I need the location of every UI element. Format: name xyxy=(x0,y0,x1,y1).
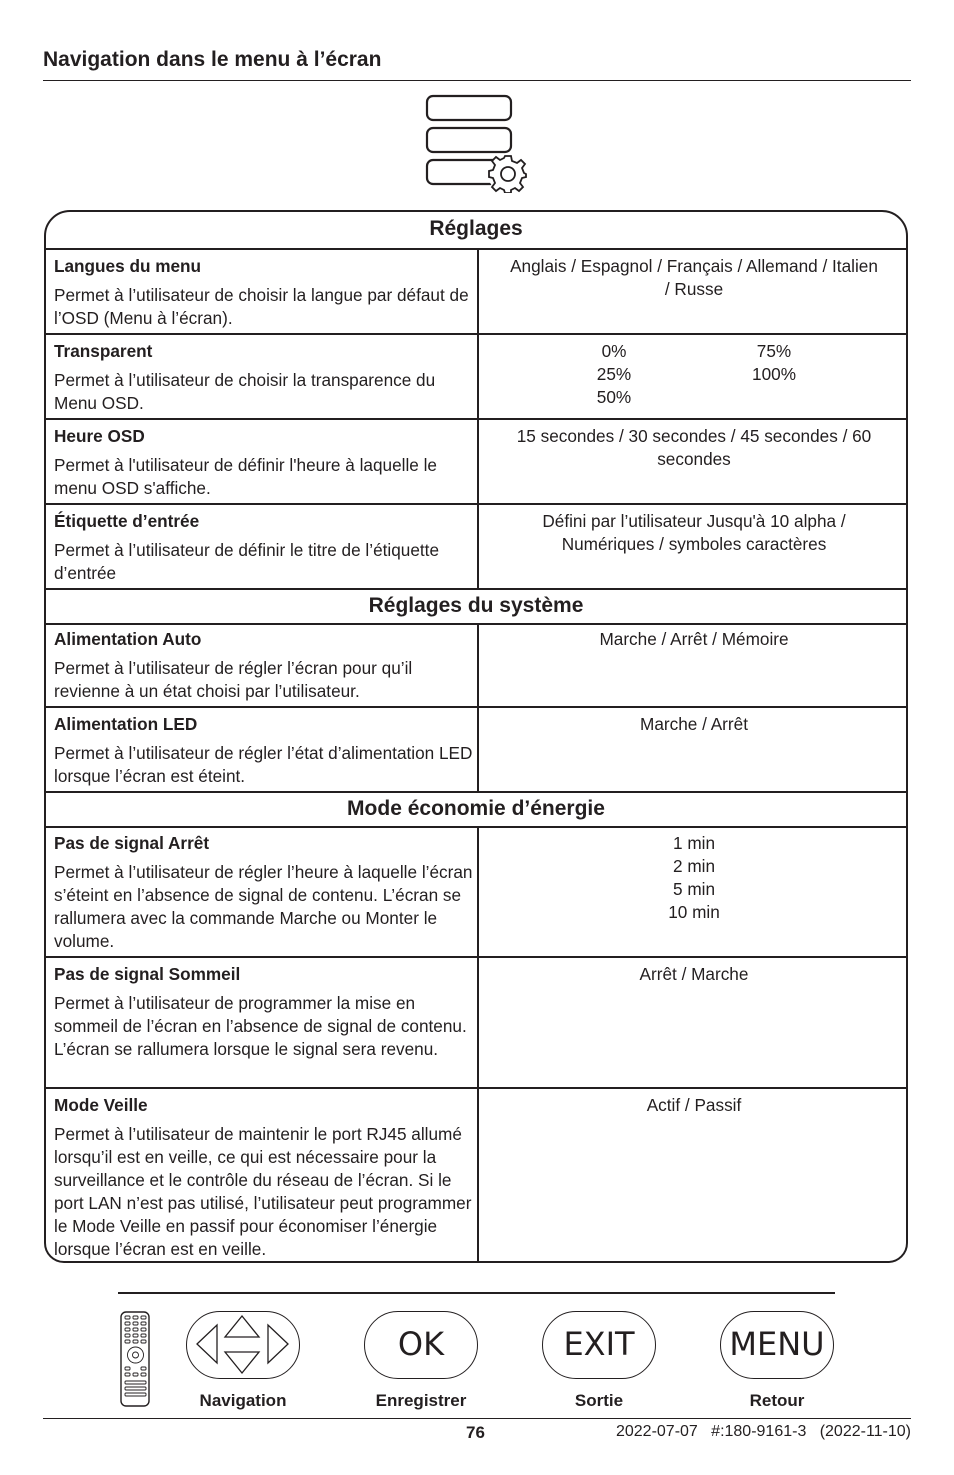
page-number: 76 xyxy=(466,1423,485,1442)
setting-description: Permet à l’utilisateur de régler l’état d’alimentation LED lorsque l’écran est éteint. xyxy=(54,743,473,786)
setting-name: Étiquette d’entrée xyxy=(54,511,200,531)
row-divider xyxy=(46,418,906,420)
title-divider xyxy=(43,80,911,81)
table-row-label xyxy=(54,832,478,953)
option-value: 1 min xyxy=(672,833,716,853)
section-header-reglages: Réglages xyxy=(429,217,523,240)
section-header-reglages-systeme: Réglages du système xyxy=(368,594,584,617)
save-label: Enregistrer xyxy=(375,1391,467,1410)
row-divider xyxy=(46,826,906,828)
setting-description: Permet à l’utilisateur de régler l’heure à laquelle l’écran s’éteint en l’absence de signal de contenu. L’écran se rallumera avec la commande Marche ou Monter le volume. xyxy=(54,862,473,951)
setting-options: Marche / Arrêt xyxy=(640,714,748,734)
navigation-label: Navigation xyxy=(199,1391,287,1410)
setting-options: Actif / Passif xyxy=(646,1095,742,1115)
row-divider xyxy=(46,623,906,625)
row-divider xyxy=(46,956,906,958)
table-row-label xyxy=(54,340,478,415)
table-row-label xyxy=(54,425,478,500)
option-value: 75% xyxy=(756,341,792,361)
navigation-button[interactable] xyxy=(186,1311,300,1379)
setting-options: Arrêt / Marche xyxy=(639,964,749,984)
setting-name: Mode Veille xyxy=(54,1095,148,1115)
menu-button-text: MENU xyxy=(729,1325,825,1363)
controls-divider xyxy=(118,1292,835,1294)
table-row-label xyxy=(54,963,478,1061)
setting-name: Alimentation LED xyxy=(54,714,198,734)
exit-button[interactable] xyxy=(542,1311,656,1379)
row-divider xyxy=(46,706,906,708)
row-divider xyxy=(46,248,906,250)
setting-description: Permet à l’utilisateur de choisir la langue par défaut de l’OSD (Menu à l’écran). xyxy=(54,285,469,328)
setting-description: Permet à l’utilisateur de choisir la transparence du Menu OSD. xyxy=(54,370,436,413)
setting-options: Marche / Arrêt / Mémoire xyxy=(599,629,789,649)
document-reference: 2022-07-07 #:180-9161-3 (2022-11-10) xyxy=(615,1423,911,1440)
row-divider xyxy=(46,333,906,335)
arrows-icon xyxy=(187,1312,298,1377)
setting-name: Langues du menu xyxy=(54,256,202,276)
row-divider xyxy=(46,503,906,505)
setting-description: Permet à l’utilisateur de programmer la mise en sommeil de l’écran en l’absence de signal de contenu. L’écran se rallumera lorsque le signal sera revenu. xyxy=(54,993,467,1059)
setting-description: Permet à l'utilisateur de définir l'heure à laquelle le menu OSD s'affiche. xyxy=(54,455,437,498)
option-value: 10 min xyxy=(668,902,720,922)
option-value: 100% xyxy=(752,364,796,384)
option-value: 0% xyxy=(601,341,627,361)
table-row-label xyxy=(54,510,478,585)
setting-description: Permet à l’utilisateur de maintenir le port RJ45 allumé lorsqu’il est en veille, ce qui est nécessaire pour la surveillance et le contrôle du réseau de l’écran. Si le port LAN n’est pas utilisé, l’utilisateur peut programmer le Mode Veille en passif pour économiser l’énergie lorsque l’écran est en veille. xyxy=(54,1124,472,1259)
ok-button-text: OK xyxy=(397,1325,445,1363)
setting-name: Heure OSD xyxy=(54,426,145,446)
exit-label: Sortie xyxy=(574,1391,624,1410)
setting-name: Transparent xyxy=(54,341,153,361)
table-row-label xyxy=(54,255,478,330)
menu-button[interactable] xyxy=(720,1311,834,1379)
option-value: 2 min xyxy=(672,856,716,876)
setting-options xyxy=(479,340,908,409)
option-value: 5 min xyxy=(672,879,716,899)
option-value: 25% xyxy=(596,364,632,384)
table-row-label xyxy=(54,628,478,703)
setting-options: Anglais / Espagnol / Français / Allemand / Italien / Russe xyxy=(510,256,878,299)
setting-description: Permet à l’utilisateur de définir le titre de l’étiquette d’entrée xyxy=(54,540,440,583)
page-title: Navigation dans le menu à l’écran xyxy=(43,48,382,71)
footer-divider xyxy=(43,1418,911,1419)
remote-control-icon xyxy=(120,1311,152,1409)
ok-button[interactable] xyxy=(364,1311,478,1379)
table-row-label xyxy=(54,713,478,788)
section-header-mode-economie: Mode économie d’énergie xyxy=(347,797,605,820)
setting-options: Défini par l’utilisateur Jusqu'à 10 alpha / Numériques / symboles caractères xyxy=(542,511,846,554)
setting-options xyxy=(479,832,908,924)
gear-icon xyxy=(488,154,528,193)
setting-name: Pas de signal Arrêt xyxy=(54,833,210,853)
back-label: Retour xyxy=(749,1391,805,1410)
setting-options: 15 secondes / 30 secondes / 45 secondes / 60 secondes xyxy=(516,426,872,469)
table-row-label xyxy=(54,1094,478,1261)
row-divider xyxy=(46,1087,906,1089)
settings-table xyxy=(44,210,908,1263)
option-value: 50% xyxy=(596,387,632,407)
exit-button-text: EXIT xyxy=(563,1325,635,1363)
setting-description: Permet à l’utilisateur de régler l’écran pour qu’il revienne à un état choisi par l’utilisateur. xyxy=(54,658,413,701)
setting-name: Alimentation Auto xyxy=(54,629,202,649)
settings-menu-icon xyxy=(424,93,534,193)
setting-name: Pas de signal Sommeil xyxy=(54,964,241,984)
